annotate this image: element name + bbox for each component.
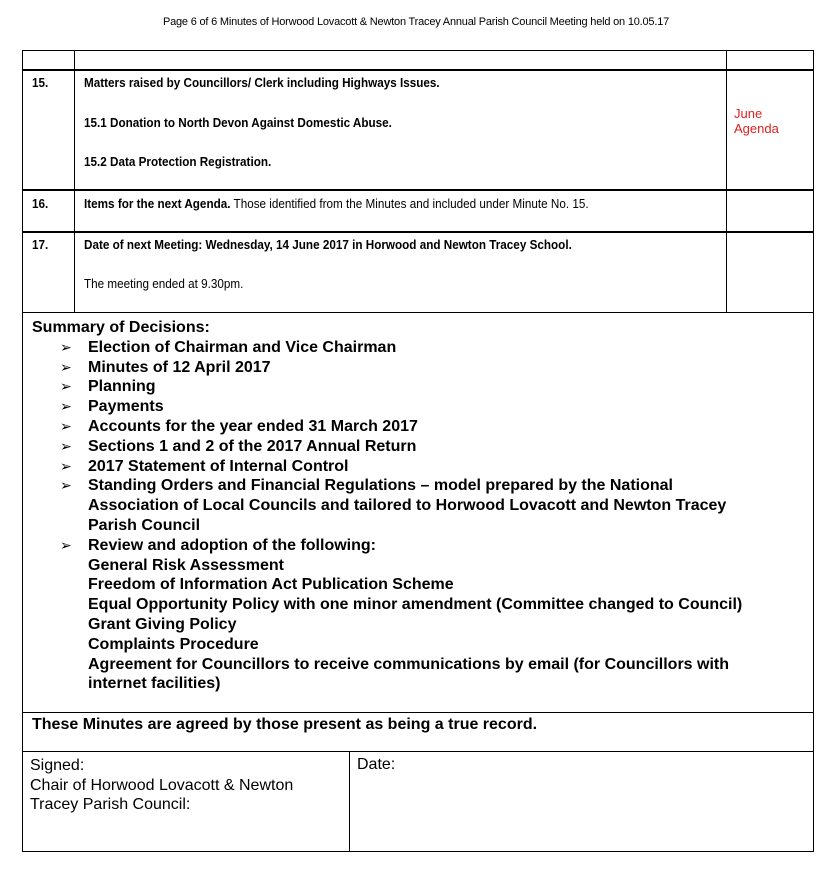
table-divider [22, 189, 814, 191]
minute-item-15-2: 15.2 Data Protection Registration. [84, 154, 272, 169]
signature-block [30, 756, 293, 815]
review-item: Grant Giving Policy [88, 615, 237, 633]
arrow-bullet-icon: ➢ [60, 378, 72, 395]
list-item: ➢ Standing Orders and Financial Regulations – model prepared by the National Association of Local Councils and tailored to Horwood Lovacott and Newton Tracey Parish Council [60, 477, 727, 534]
minute-item-15-1: 15.1 Donation to North Devon Against Domestic Abuse. [84, 115, 392, 130]
minute-number-17: 17. [32, 237, 49, 252]
list-item: ➢ Election of Chairman and Vice Chairman [60, 338, 397, 356]
table-border-left [22, 50, 23, 852]
list-item: ➢ Payments [60, 398, 164, 416]
minute-text-16: Those identified from the Minutes and included under Minute No. 15. [230, 196, 589, 211]
arrow-bullet-icon: ➢ [60, 457, 72, 474]
review-item: General Risk Assessment [88, 556, 284, 574]
arrow-bullet-icon: ➢ [60, 338, 72, 355]
list-item: ➢ Sections 1 and 2 of the 2017 Annual Return [60, 437, 417, 455]
chair-label: Chair of Horwood Lovacott & Newton [30, 776, 294, 794]
table-column-line [726, 50, 727, 313]
table-column-line [349, 751, 350, 852]
table-divider [22, 712, 814, 713]
chair-label: Tracey Parish Council: [30, 796, 191, 813]
date-label: Date: [357, 756, 396, 773]
minute-number-16: 16. [32, 196, 49, 211]
arrow-bullet-icon: ➢ [60, 398, 72, 415]
minute-row-16 [84, 195, 645, 213]
arrow-bullet-icon: ➢ [60, 477, 72, 494]
table-border-bottom [22, 851, 814, 852]
table-divider [22, 69, 814, 71]
table-divider [22, 231, 814, 233]
action-note: June Agenda [734, 106, 779, 136]
minute-title-16: Items for the next Agenda. [84, 196, 231, 211]
minute-title-17: Date of next Meeting: Wednesday, 14 June 2017 in Horwood and Newton Tracey School. [84, 237, 572, 252]
table-column-line [74, 50, 75, 313]
review-item: Freedom of Information Act Publication Scheme [88, 576, 454, 594]
review-item: Agreement for Councillors to receive communications by email (for Councillors with [88, 655, 730, 673]
signed-label: Signed: [30, 757, 85, 774]
review-item: internet facilities) [88, 675, 221, 693]
table-divider [22, 751, 814, 752]
table-divider [22, 312, 814, 313]
table-border-right [813, 50, 814, 852]
review-item: Equal Opportunity Policy with one minor amendment (Committee changed to Council) [88, 596, 743, 614]
list-item: ➢ 2017 Statement of Internal Control [60, 457, 349, 475]
arrow-bullet-icon: ➢ [60, 437, 72, 454]
list-item: ➢ Planning [60, 378, 156, 396]
list-item: ➢ Accounts for the year ended 31 March 2017 [60, 417, 418, 435]
review-item: Complaints Procedure [88, 635, 259, 653]
agreement-statement: These Minutes are agreed by those present as being a true record. [32, 716, 538, 733]
table-border-top [22, 50, 814, 51]
list-item: ➢ Review and adoption of the following: [60, 536, 376, 554]
page-header [0, 16, 832, 28]
arrow-bullet-icon: ➢ [60, 536, 72, 553]
arrow-bullet-icon: ➢ [60, 358, 72, 375]
summary-heading: Summary of Decisions: [32, 319, 210, 336]
minute-text-17: The meeting ended at 9.30pm. [84, 276, 244, 291]
summary-of-decisions [32, 318, 742, 694]
page-header-text: Page 6 of 6 Minutes of Horwood Lovacott & Newton Tracey Annual Parish Council Meeting held on 10.05.17 [162, 16, 670, 28]
arrow-bullet-icon: ➢ [60, 417, 72, 434]
minute-title-15: Matters raised by Councillors/ Clerk including Highways Issues. [84, 75, 440, 90]
summary-list [32, 338, 742, 556]
list-item: ➢ Minutes of 12 April 2017 [60, 358, 271, 376]
minute-number-15: 15. [32, 75, 49, 90]
